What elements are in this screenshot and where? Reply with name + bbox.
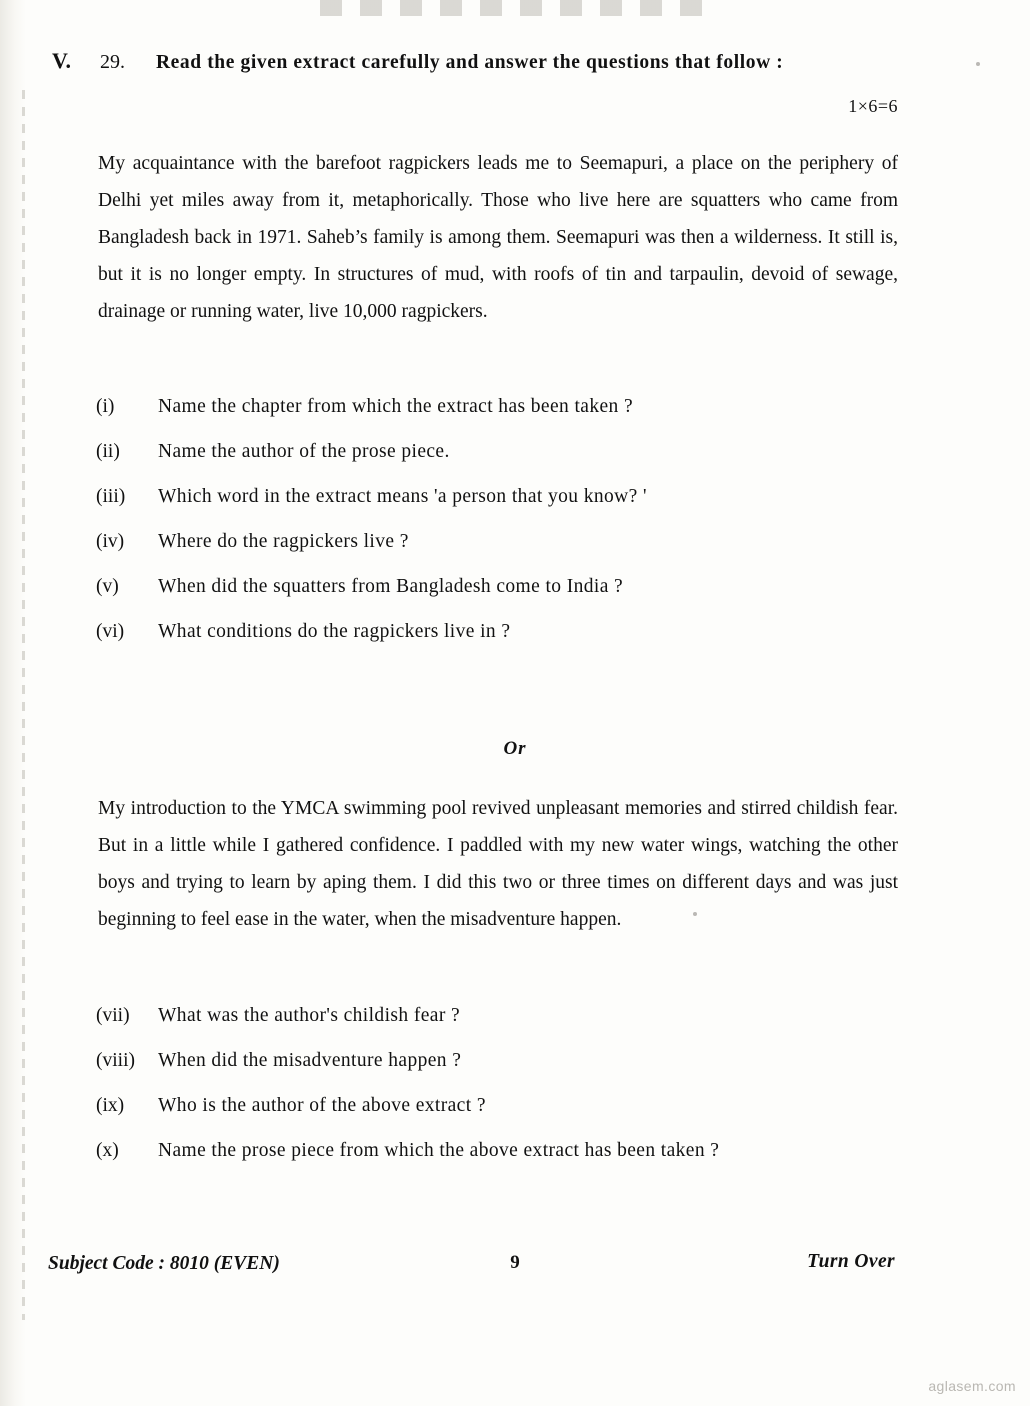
question-text: Where do the ragpickers live ?	[158, 531, 409, 552]
question-label: (ii)	[96, 441, 120, 462]
question-list-two	[96, 1005, 926, 1185]
page-number: 9	[510, 1252, 520, 1273]
marks-allocation: 1×6=6	[848, 96, 898, 116]
question-label: (ix)	[96, 1095, 125, 1116]
question-text: What conditions do the ragpickers live in ?	[158, 621, 511, 642]
list-item	[96, 396, 926, 418]
question-text: Who is the author of the above extract ?	[158, 1095, 486, 1116]
list-item	[96, 441, 926, 463]
extract-passage-one: My acquaintance with the barefoot ragpickers leads me to Seemapuri, a place on the periphery of Delhi yet miles away from it, metaphorically. Those who live here are squatters who came from Bangladesh back in 1971. Saheb’s family is among them. Seemapuri was then a wilderness. It still is, but it is no longer empty. In structures of mud, with roofs of tin and tarpaulin, devoid of sewage, drainage or running water, live 10,000 ragpickers.	[98, 153, 898, 322]
question-instruction: Read the given extract carefully and answer the questions that follow :	[156, 52, 784, 73]
list-item	[96, 1095, 926, 1117]
question-label: (i)	[96, 396, 115, 417]
question-text: Name the author of the prose piece.	[158, 441, 450, 462]
list-item	[96, 576, 926, 598]
list-item	[96, 1140, 926, 1162]
question-number: 29.	[100, 51, 125, 73]
question-list-one	[96, 396, 926, 666]
list-item	[96, 621, 926, 643]
question-text: Which word in the extract means 'a person that you know? '	[158, 486, 647, 507]
question-label: (iv)	[96, 531, 125, 552]
question-label: (v)	[96, 576, 119, 597]
extract-passage-two: My introduction to the YMCA swimming pool revived unpleasant memories and stirred childish fear. But in a little while I gathered confidence. I paddled with my new water wings, watching the other boys and trying to learn by aping them. I did this two or three times on different days and was just beginning to feel ease in the water, when the misadventure happen.	[98, 798, 898, 930]
question-text: Name the prose piece from which the above extract has been taken ?	[158, 1140, 720, 1161]
watermark: aglasem.com	[928, 1378, 1016, 1394]
question-label: (viii)	[96, 1050, 135, 1071]
question-text: When did the squatters from Bangladesh come to India ?	[158, 576, 624, 597]
list-item	[96, 486, 926, 508]
question-text: What was the author's childish fear ?	[158, 1005, 461, 1026]
question-label: (vii)	[96, 1005, 130, 1026]
list-item	[96, 1005, 926, 1027]
subject-code: Subject Code : 8010 (EVEN)	[48, 1253, 280, 1274]
question-label: (x)	[96, 1140, 119, 1161]
list-item	[96, 1050, 926, 1072]
list-item	[96, 531, 926, 553]
question-text: When did the misadventure happen ?	[158, 1050, 462, 1071]
question-text: Name the chapter from which the extract has been taken ?	[158, 396, 634, 417]
question-label: (vi)	[96, 621, 125, 642]
question-label: (iii)	[96, 486, 126, 507]
or-divider: Or	[503, 738, 527, 759]
question-heading	[52, 48, 952, 74]
turn-over-label: Turn Over	[807, 1251, 895, 1272]
section-label: V.	[52, 48, 72, 73]
